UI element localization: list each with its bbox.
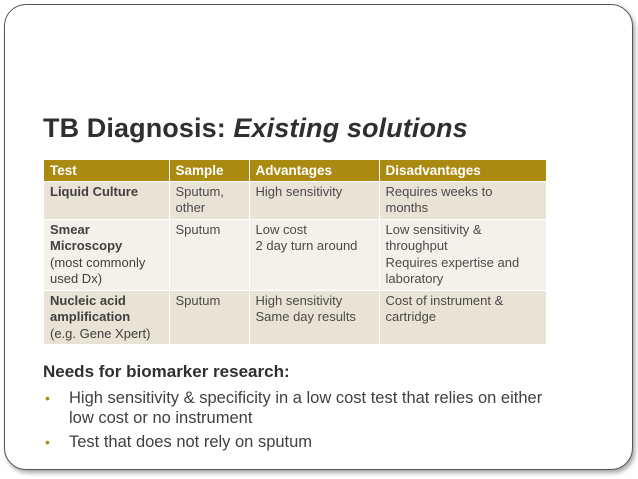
- table-row: [44, 181, 546, 219]
- header-disadvantages: Disadvantages: [379, 160, 546, 181]
- sample-cell: [169, 290, 249, 344]
- disadvantage-line: months: [385, 200, 429, 215]
- sample-cell: [169, 219, 249, 290]
- disadvantages-cell: [379, 219, 546, 290]
- advantages-cell: [249, 219, 379, 290]
- bullet-icon: •: [45, 390, 50, 406]
- test-cell: [44, 219, 169, 290]
- list-item: [43, 432, 563, 452]
- test-note: (most commonly used Dx): [50, 254, 146, 286]
- needs-heading-suffix: :: [283, 362, 290, 381]
- disadvantages-cell: [379, 290, 546, 344]
- slide-title-main: TB Diagnosis:: [43, 113, 234, 143]
- advantage-line: Same day results: [255, 309, 356, 324]
- list-item-text: Test that does not rely on sputum: [69, 433, 313, 451]
- bullet-icon: •: [45, 434, 50, 450]
- advantage-line: High sensitivity: [255, 292, 343, 308]
- sample-line: Sputum: [175, 292, 221, 308]
- disadvantage-line: cartridge: [385, 309, 437, 324]
- disadvantages-cell: [379, 181, 546, 219]
- disadvantage-line: Low sensitivity &: [385, 221, 482, 237]
- sample-line: Sputum,: [175, 183, 224, 199]
- table-row: [44, 290, 546, 344]
- header-advantages: Advantages: [249, 160, 379, 181]
- table-header-row: [44, 160, 546, 181]
- advantage-line: Low cost: [255, 221, 307, 237]
- slide-title: [43, 113, 468, 144]
- needs-list: [43, 388, 563, 456]
- slide-frame: [4, 4, 633, 470]
- header-test: Test: [44, 160, 169, 181]
- needs-heading: [43, 362, 290, 382]
- test-note: (e.g. Gene Xpert): [50, 325, 151, 341]
- sample-line: other: [175, 200, 206, 215]
- disadvantage-line: Cost of instrument &: [385, 292, 504, 308]
- test-name: Nucleic acid amplification: [50, 292, 131, 324]
- test-name: Liquid Culture: [50, 183, 139, 199]
- disadvantage-line: Requires weeks to: [385, 183, 493, 199]
- test-cell: [44, 290, 169, 344]
- header-sample: Sample: [169, 160, 249, 181]
- disadvantage-line: throughput: [385, 238, 448, 253]
- diagnosis-table: [44, 160, 546, 344]
- sample-cell: [169, 181, 249, 219]
- needs-heading-text: Needs for biomarker research: [43, 362, 284, 381]
- sample-line: Sputum: [175, 221, 221, 237]
- table-row: [44, 219, 546, 290]
- disadvantage-line: Requires expertise and: [385, 254, 520, 270]
- slide-title-emphasis: Existing solutions: [233, 113, 468, 143]
- list-item: [43, 388, 563, 428]
- advantages-cell: [249, 290, 379, 344]
- advantage-line: 2 day turn around: [255, 238, 358, 253]
- list-item-text: High sensitivity & specificity in a low cost test that relies on either low cost or no instrument: [69, 389, 543, 427]
- test-cell: [44, 181, 169, 219]
- advantages-cell: [249, 181, 379, 219]
- disadvantage-line: laboratory: [385, 271, 444, 286]
- test-name: Smear Microscopy: [50, 221, 123, 253]
- advantage-line: High sensitivity: [255, 183, 343, 199]
